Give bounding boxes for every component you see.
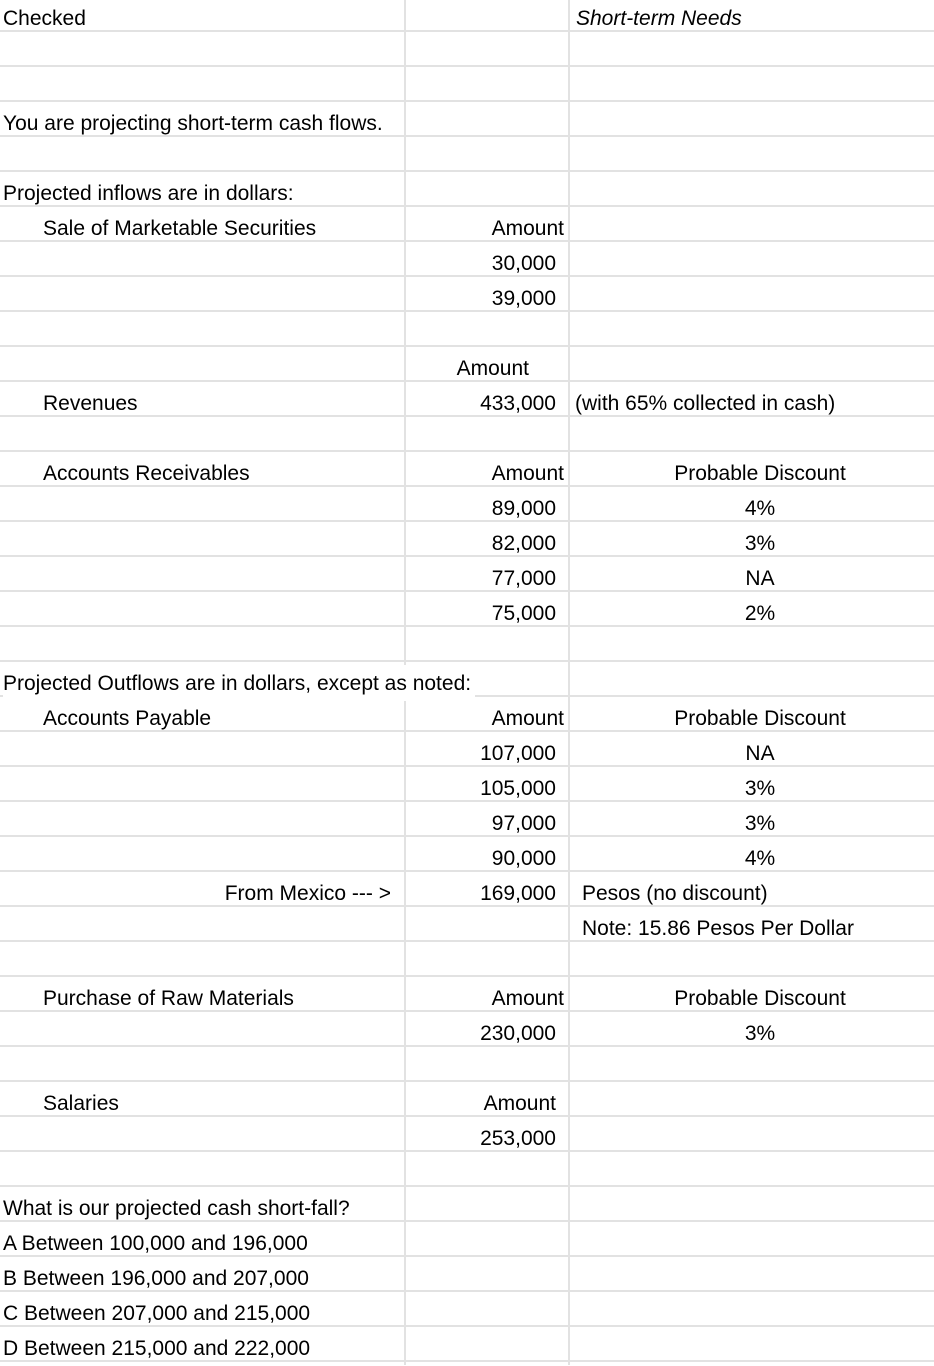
row-divider <box>0 30 934 32</box>
revenues-label[interactable]: Revenues <box>43 392 138 415</box>
receivable-discount[interactable]: 3% <box>744 532 776 555</box>
receivable-amount[interactable]: 89,000 <box>491 497 556 520</box>
row-divider <box>0 975 934 977</box>
mexico-label[interactable]: From Mexico --- > <box>224 882 391 905</box>
row-divider <box>0 170 934 172</box>
revenues-amount-header[interactable]: Amount <box>456 357 529 380</box>
row-divider <box>0 65 934 67</box>
revenues-amount[interactable]: 433,000 <box>480 392 556 415</box>
row-divider <box>0 660 934 662</box>
row-divider <box>0 345 934 347</box>
marketable-securities-amount-header[interactable]: Amount <box>491 217 564 240</box>
question-prompt[interactable]: What is our projected cash short-fall? <box>3 1197 350 1220</box>
receivable-discount[interactable]: 2% <box>744 602 776 625</box>
payables-label[interactable]: Accounts Payable <box>43 707 212 730</box>
exchange-rate-note[interactable]: Note: 15.86 Pesos Per Dollar <box>582 917 854 940</box>
receivables-label[interactable]: Accounts Receivables <box>43 462 250 485</box>
answer-option[interactable]: B Between 196,000 and 207,000 <box>3 1267 309 1290</box>
salaries-amount-header[interactable]: Amount <box>483 1092 556 1115</box>
marketable-securities-amount[interactable]: 39,000 <box>491 287 556 310</box>
row-divider <box>0 100 934 102</box>
raw-materials-label[interactable]: Purchase of Raw Materials <box>43 987 294 1010</box>
receivables-discount-header[interactable]: Probable Discount <box>674 462 846 485</box>
receivable-amount[interactable]: 77,000 <box>491 567 556 590</box>
row-divider <box>0 1185 934 1187</box>
answer-option[interactable]: D Between 215,000 and 222,000 <box>3 1337 311 1360</box>
raw-materials-discount[interactable]: 3% <box>744 1022 776 1045</box>
row-divider <box>0 450 934 452</box>
salaries-amount[interactable]: 253,000 <box>480 1127 556 1150</box>
receivable-amount[interactable]: 82,000 <box>491 532 556 555</box>
checked-label[interactable]: Checked <box>3 7 86 30</box>
payable-discount[interactable]: 3% <box>744 777 776 800</box>
raw-materials-amount-header[interactable]: Amount <box>491 987 564 1010</box>
receivable-amount[interactable]: 75,000 <box>491 602 556 625</box>
raw-materials-amount[interactable]: 230,000 <box>480 1022 556 1045</box>
payables-discount-header[interactable]: Probable Discount <box>674 707 846 730</box>
row-divider <box>0 1080 934 1082</box>
inflows-heading[interactable]: Projected inflows are in dollars: <box>3 182 294 205</box>
mexico-amount[interactable]: 169,000 <box>480 882 556 905</box>
receivable-discount[interactable]: NA <box>745 567 775 590</box>
payable-amount[interactable]: 105,000 <box>480 777 556 800</box>
mexico-note[interactable]: Pesos (no discount) <box>582 882 768 905</box>
intro-text[interactable]: You are projecting short-term cash flows. <box>3 112 383 135</box>
receivables-amount-header[interactable]: Amount <box>491 462 564 485</box>
marketable-securities-amount[interactable]: 30,000 <box>491 252 556 275</box>
payable-amount[interactable]: 97,000 <box>491 812 556 835</box>
payable-amount[interactable]: 90,000 <box>491 847 556 870</box>
payable-amount[interactable]: 107,000 <box>480 742 556 765</box>
marketable-securities-label[interactable]: Sale of Marketable Securities <box>43 217 317 240</box>
section-title[interactable]: Short-term Needs <box>576 7 742 30</box>
answer-option[interactable]: C Between 207,000 and 215,000 <box>3 1302 311 1325</box>
revenues-note[interactable]: (with 65% collected in cash) <box>575 392 836 415</box>
payable-discount[interactable]: 4% <box>744 847 776 870</box>
receivable-discount[interactable]: 4% <box>744 497 776 520</box>
payables-amount-header[interactable]: Amount <box>491 707 564 730</box>
raw-materials-discount-header[interactable]: Probable Discount <box>674 987 846 1010</box>
answer-option[interactable]: A Between 100,000 and 196,000 <box>3 1232 308 1255</box>
payable-discount[interactable]: 3% <box>744 812 776 835</box>
payable-discount[interactable]: NA <box>745 742 775 765</box>
salaries-label[interactable]: Salaries <box>43 1092 119 1115</box>
outflows-heading[interactable]: Projected Outflows are in dollars, except as noted: <box>3 665 475 701</box>
